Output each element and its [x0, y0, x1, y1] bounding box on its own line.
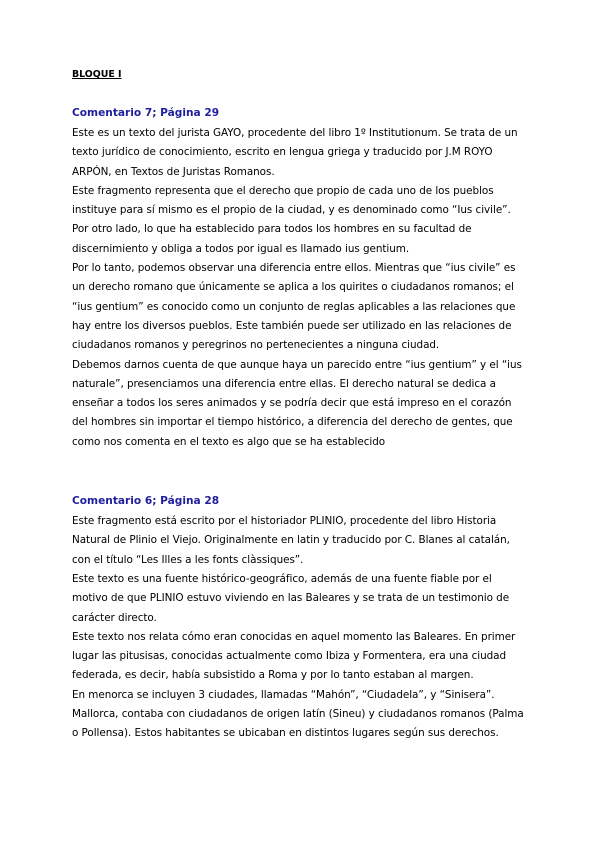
block-title: BLOQUE I — [72, 69, 122, 80]
paragraph: Por lo tanto, podemos observar una diferencia entre ellos. Mientras que “ius civile” es un derecho romano que únicamente se aplica a los quirites o ciudadanos romanos; el “ius gentium” es conocido como un conjunto de reglas aplicables a las relaciones que hay entre los diversos pueblos. Este también puede ser utilizado en las relaciones de ciudadanos romanos y peregrinos no pertenecientes a ninguna ciudad. — [72, 262, 516, 352]
paragraph: Este fragmento está escrito por el historiador PLINIO, procedente del libro Historia Natural de Plinio el Viejo. Originalmente en latin y traducido por C. Blanes al catalán, con el título “Les Illes a les fonts clàssiques”. — [72, 515, 510, 566]
paragraph: Debemos darnos cuenta de que aunque haya un parecido entre “ius gentium” y el “ius naturale”, presenciamos una diferencia entre ellas. El derecho natural se dedica a enseñar a todos los seres animados y se podría decir que está impreso en el corazón del hombres sin importar el tiempo histórico, a diferencia del derecho de gentes, que como nos comenta en el texto es algo que se ha establecido — [72, 358, 522, 448]
paragraph: Este fragmento representa que el derecho que propio de cada uno de los pueblos instituye para sí mismo es el propio de la ciudad, y es denominado como “Ius civile”. Por otro lado, lo que ha establecido para todos los hombres en su facultad de discernimiento y obliga a todos por igual es llamado ius gentium. — [72, 184, 511, 255]
paragraph: Este es un texto del jurista GAYO, procedente del libro 1º Institutionum. Se trata de un texto jurídico de conocimiento, escrito en lengua griega y traducido por J.M ROYO ARPÓN, en Textos de Juristas Romanos. — [72, 127, 518, 178]
paragraph: Este texto nos relata cómo eran conocidas en aquel momento las Baleares. En primer lugar las pitusisas, conocidas actualmente como Ibiza y Formentera, era una ciudad federada, es decir, había subsistido a Roma y por lo tanto estaban al margen. — [72, 630, 516, 682]
section-heading: Comentario 6; Página 28 — [72, 495, 220, 508]
paragraph: Este texto es una fuente histórico-geográfico, además de una fuente fiable por el motivo de que PLINIO estuvo viviendo en las Baleares y se trata de un testimonio de carácter directo. — [72, 572, 510, 624]
section-comentario-7 — [72, 106, 528, 452]
paragraph: En menorca se incluyen 3 ciudades, llamadas “Mahón”, “Ciudadela”, y “Sinisera”. — [72, 688, 495, 701]
section-comentario-6 — [72, 494, 528, 744]
section-heading: Comentario 7; Página 29 — [72, 107, 220, 119]
paragraph: Mallorca, contaba con ciudadanos de origen latín (Sineu) y ciudadanos romanos (Palma o Pollensa). Estos habitantes se ubicaban en distintos lugares según sus derechos. — [72, 708, 524, 740]
